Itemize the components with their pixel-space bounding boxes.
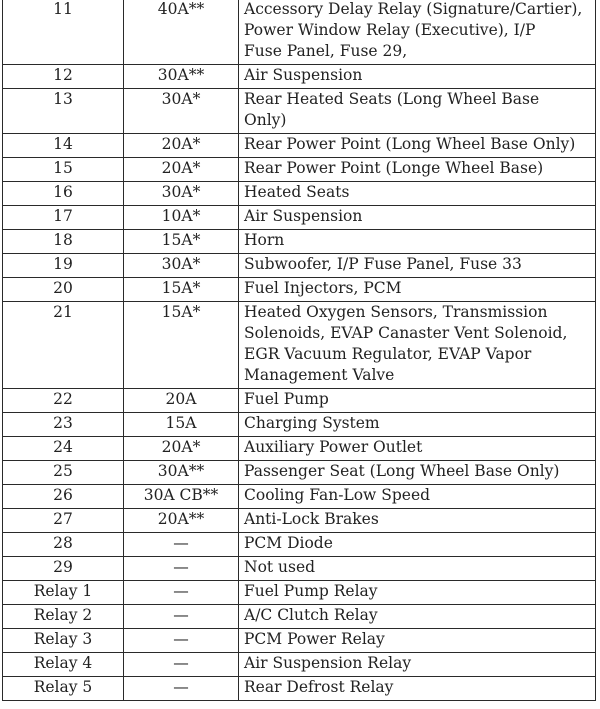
table-row <box>3 485 596 509</box>
table-row <box>3 89 596 134</box>
component-line: Air Suspension <box>244 207 363 225</box>
component-line: Horn <box>244 231 285 249</box>
component-line: A/C Clutch Relay <box>244 606 378 624</box>
fuse-rating-cell: 15A* <box>124 278 239 302</box>
component-line: Charging System <box>244 414 380 432</box>
fuse-location-cell: 29 <box>3 557 124 581</box>
fuse-location-cell: 12 <box>3 65 124 89</box>
fuse-rating-cell: 30A* <box>124 254 239 278</box>
fuse-rating-cell: — <box>124 533 239 557</box>
component-line: PCM Diode <box>244 534 333 552</box>
fuse-protected-components-cell <box>239 581 596 605</box>
table-row <box>3 182 596 206</box>
fuse-protected-components-cell <box>239 230 596 254</box>
table-row <box>3 278 596 302</box>
fuse-protected-components-cell <box>239 461 596 485</box>
fuse-rating-cell: 10A* <box>124 206 239 230</box>
component-line: Not used <box>244 558 316 576</box>
fuse-protected-components-cell <box>239 89 596 134</box>
fuse-protected-components-cell <box>239 653 596 677</box>
fuse-protected-components-cell <box>239 254 596 278</box>
table-row <box>3 629 596 653</box>
table-row <box>3 509 596 533</box>
fuse-location-cell: 28 <box>3 533 124 557</box>
component-line: Air Suspension Relay <box>244 654 412 672</box>
component-line: Heated Seats <box>244 183 350 201</box>
fuse-location-cell: 20 <box>3 278 124 302</box>
fuse-protected-components-cell <box>239 557 596 581</box>
fuse-table <box>2 0 596 701</box>
fuse-location-cell: Relay 3 <box>3 629 124 653</box>
fuse-protected-components-cell <box>239 605 596 629</box>
fuse-location-cell: 24 <box>3 437 124 461</box>
fuse-protected-components-cell <box>239 158 596 182</box>
fuse-location-cell: 19 <box>3 254 124 278</box>
table-row <box>3 134 596 158</box>
fuse-protected-components-cell <box>239 389 596 413</box>
table-row <box>3 461 596 485</box>
fuse-protected-components-cell <box>239 65 596 89</box>
table-row <box>3 0 596 65</box>
fuse-location-cell: Relay 4 <box>3 653 124 677</box>
table-row <box>3 158 596 182</box>
fuse-location-cell: 22 <box>3 389 124 413</box>
fuse-rating-cell: — <box>124 677 239 701</box>
table-row <box>3 533 596 557</box>
fuse-protected-components-cell <box>239 206 596 230</box>
fuse-rating-cell: — <box>124 557 239 581</box>
fuse-rating-cell: 15A* <box>124 230 239 254</box>
fuse-location-cell: 27 <box>3 509 124 533</box>
component-line: Passenger Seat (Long Wheel Base Only) <box>244 462 560 480</box>
table-row <box>3 254 596 278</box>
component-line: Air Suspension <box>244 66 363 84</box>
fuse-location-cell: Relay 5 <box>3 677 124 701</box>
component-line: Only) <box>244 111 287 129</box>
fuse-protected-components-cell <box>239 413 596 437</box>
component-line: Heated Oxygen Sensors, Transmission <box>244 303 548 321</box>
fuse-location-cell: 11 <box>3 0 124 65</box>
fuse-protected-components-cell <box>239 278 596 302</box>
fuse-protected-components-cell <box>239 0 596 65</box>
component-line: PCM Power Relay <box>244 630 385 648</box>
table-row <box>3 557 596 581</box>
table-row <box>3 206 596 230</box>
fuse-location-cell: 13 <box>3 89 124 134</box>
fuse-rating-cell: 15A* <box>124 302 239 389</box>
table-row <box>3 389 596 413</box>
table-row <box>3 437 596 461</box>
table-row <box>3 302 596 389</box>
fuse-protected-components-cell <box>239 302 596 389</box>
component-line: Auxiliary Power Outlet <box>244 438 423 456</box>
table-row <box>3 65 596 89</box>
fuse-rating-cell: 20A* <box>124 158 239 182</box>
fuse-protected-components-cell <box>239 437 596 461</box>
component-line: Rear Power Point (Long Wheel Base Only) <box>244 135 576 153</box>
fuse-rating-cell: — <box>124 629 239 653</box>
fuse-protected-components-cell <box>239 485 596 509</box>
table-row <box>3 605 596 629</box>
fuse-location-cell: 17 <box>3 206 124 230</box>
fuse-location-cell: Relay 2 <box>3 605 124 629</box>
fuse-location-cell: 18 <box>3 230 124 254</box>
fuse-rating-cell: 20A* <box>124 134 239 158</box>
fuse-location-cell: 25 <box>3 461 124 485</box>
fuse-rating-cell: 40A** <box>124 0 239 65</box>
fuse-rating-cell: — <box>124 581 239 605</box>
component-line: Subwoofer, I/P Fuse Panel, Fuse 33 <box>244 255 522 273</box>
fuse-rating-cell: 30A** <box>124 461 239 485</box>
component-line: Rear Power Point (Longe Wheel Base) <box>244 159 544 177</box>
fuse-protected-components-cell <box>239 134 596 158</box>
fuse-rating-cell: 20A* <box>124 437 239 461</box>
fuse-table-body <box>3 0 596 701</box>
table-row <box>3 230 596 254</box>
fuse-rating-cell: 30A** <box>124 65 239 89</box>
component-line: Solenoids, EVAP Canaster Vent Solenoid, <box>244 324 568 342</box>
fuse-rating-cell: 15A <box>124 413 239 437</box>
component-line: EGR Vacuum Regulator, EVAP Vapor <box>244 345 532 363</box>
component-line: Fuel Injectors, PCM <box>244 279 402 297</box>
fuse-location-cell: 14 <box>3 134 124 158</box>
fuse-rating-cell: 30A* <box>124 89 239 134</box>
table-row <box>3 581 596 605</box>
fuse-location-cell: 16 <box>3 182 124 206</box>
table-row <box>3 677 596 701</box>
component-line: Cooling Fan-Low Speed <box>244 486 431 504</box>
fuse-protected-components-cell <box>239 533 596 557</box>
component-line: Management Valve <box>244 366 395 384</box>
fuse-protected-components-cell <box>239 629 596 653</box>
fuse-protected-components-cell <box>239 182 596 206</box>
fuse-protected-components-cell <box>239 509 596 533</box>
fuse-rating-cell: — <box>124 653 239 677</box>
table-row <box>3 413 596 437</box>
component-line: Accessory Delay Relay (Signature/Cartier), <box>244 0 583 18</box>
fuse-protected-components-cell <box>239 677 596 701</box>
component-line: Rear Defrost Relay <box>244 678 394 696</box>
fuse-rating-cell: 30A CB** <box>124 485 239 509</box>
component-line: Power Window Relay (Executive), I/P <box>244 21 536 39</box>
component-line: Anti-Lock Brakes <box>244 510 379 528</box>
fuse-rating-cell: — <box>124 605 239 629</box>
fuse-location-cell: 15 <box>3 158 124 182</box>
fuse-rating-cell: 30A* <box>124 182 239 206</box>
component-line: Fuse Panel, Fuse 29, <box>244 42 408 60</box>
fuse-location-cell: 26 <box>3 485 124 509</box>
fuse-location-cell: 23 <box>3 413 124 437</box>
component-line: Fuel Pump <box>244 390 329 408</box>
table-row <box>3 653 596 677</box>
component-line: Rear Heated Seats (Long Wheel Base <box>244 90 540 108</box>
fuse-location-cell: Relay 1 <box>3 581 124 605</box>
fuse-location-cell: 21 <box>3 302 124 389</box>
component-line: Fuel Pump Relay <box>244 582 378 600</box>
fuse-rating-cell: 20A** <box>124 509 239 533</box>
fuse-rating-cell: 20A <box>124 389 239 413</box>
